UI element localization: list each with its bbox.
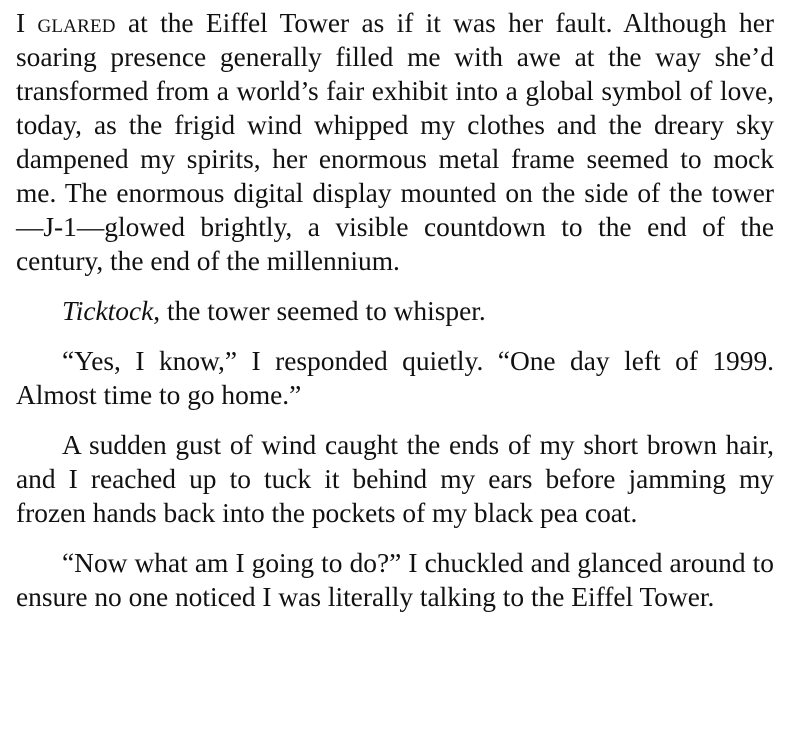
paragraph-4-text: A sudden gust of wind caught the ends of my short brown hair, and I reached up to tuck it behind my ears before jamming my frozen hands back into the pockets of my black pea coat. bbox=[16, 430, 774, 528]
paragraph-5-text: “Now what am I going to do?” I chuckled and glanced around to ensure no one noticed I was literally talking to the Eiffel Tower. bbox=[16, 548, 774, 612]
paragraph-3 bbox=[16, 344, 774, 412]
paragraph-2 bbox=[16, 294, 774, 328]
paragraph-1-text: at the Eiffel Tower as if it was her fault. Although her soaring presence generally filled me with awe at the way she’d transformed from a world’s fair exhibit into a global symbol of love, today, as the frigid wind whipped my clothes and the dreary sky dampened my spirits, her enormous metal frame seemed to mock me. The enormous digital display mounted on the side of the tower—J-1—glowed brightly, a visible countdown to the end of the century, the end of the millennium. bbox=[16, 8, 774, 276]
paragraph-2-text: , the tower seemed to whisper. bbox=[153, 296, 486, 326]
smallcaps-opening: glared bbox=[37, 8, 116, 38]
italic-word: Ticktock bbox=[62, 296, 154, 326]
opening-word: I bbox=[16, 8, 26, 38]
paragraph-5 bbox=[16, 546, 774, 614]
paragraph-1 bbox=[16, 6, 774, 278]
paragraph-4 bbox=[16, 428, 774, 530]
book-page bbox=[16, 6, 774, 614]
paragraph-3-text: “Yes, I know,” I responded quietly. “One day left of 1999. Almost time to go home.” bbox=[16, 346, 774, 410]
